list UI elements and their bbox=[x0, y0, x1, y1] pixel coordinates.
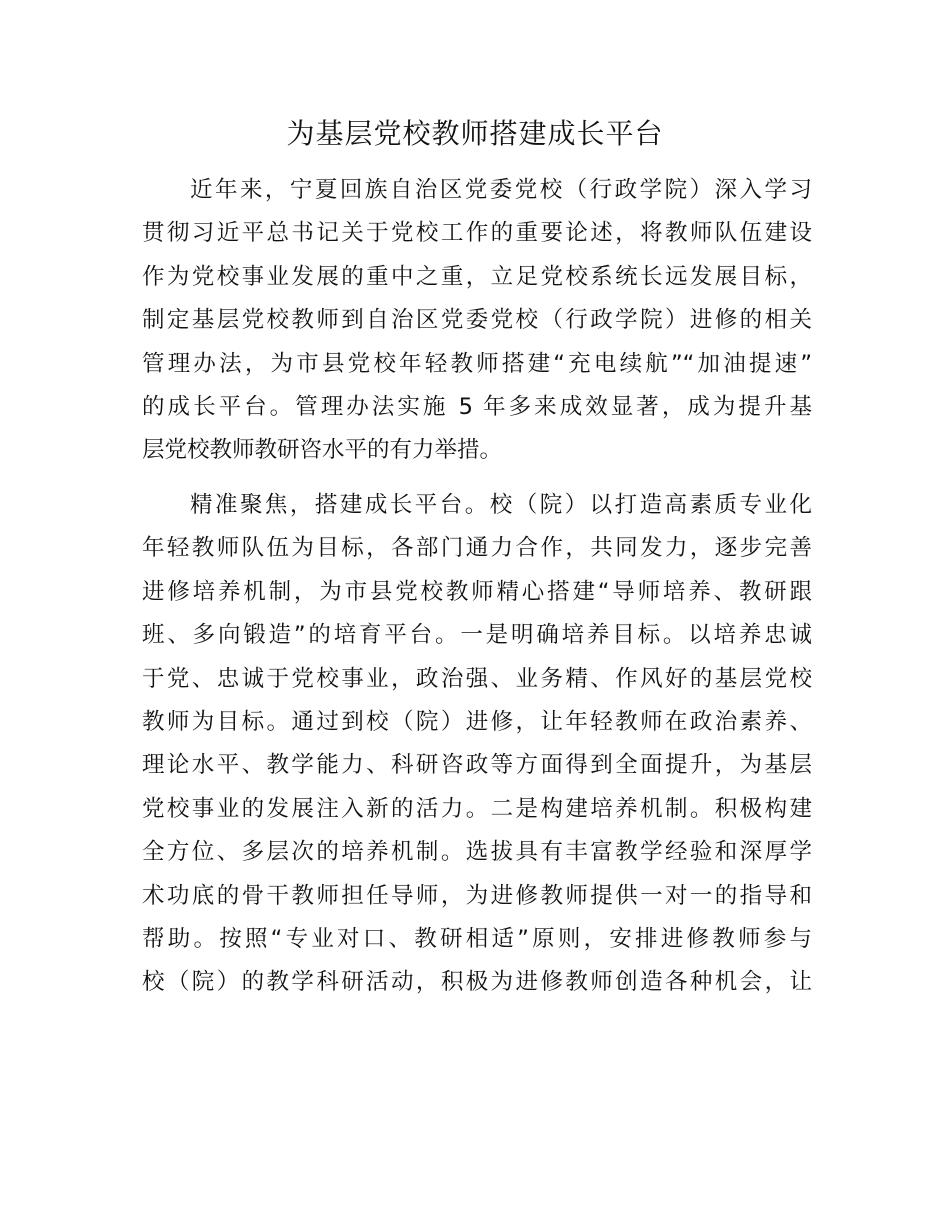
paragraph-line: 制定基层党校教师到自治区党委党校（行政学院）进修的相关 bbox=[142, 307, 812, 334]
paragraph-line: 贯彻习近平总书记关于党校工作的重要论述，将教师队伍建设 bbox=[142, 220, 812, 247]
paragraph-2 bbox=[142, 484, 812, 1005]
paragraph-line: 年轻教师队伍为目标，各部门通力合作，共同发力，逐步完善 bbox=[142, 535, 812, 562]
paragraph-line: 教师为目标。通过到校（院）进修，让年轻教师在政治素养、 bbox=[142, 709, 812, 736]
paragraph-line: 作为党校事业发展的重中之重，立足党校系统长远发展目标， bbox=[142, 263, 812, 290]
paragraph-line: 管理办法，为市县党校年轻教师搭建“充电续航”“加油提速” bbox=[142, 350, 812, 377]
paragraph-1 bbox=[142, 169, 812, 473]
paragraph-line: 的成长平台。管理办法实施 5 年多来成效显著，成为提升基 bbox=[142, 394, 812, 421]
paragraph-line: 党校事业的发展注入新的活力。二是构建培养机制。积极构建 bbox=[142, 795, 812, 822]
paragraph-line: 精准聚焦，搭建成长平台。校（院）以打造高素质专业化 bbox=[190, 492, 812, 518]
paragraph-line: 帮助。按照“专业对口、教研相适”原则，安排进修教师参与 bbox=[142, 926, 812, 953]
paragraph-line: 全方位、多层次的培养机制。选拔具有丰富教学经验和深厚学 bbox=[142, 839, 812, 866]
paragraph-line: 理论水平、教学能力、科研咨政等方面得到全面提升，为基层 bbox=[142, 752, 812, 779]
paragraph-line: 术功底的骨干教师担任导师，为进修教师提供一对一的指导和 bbox=[142, 882, 812, 909]
paragraph-line: 于党、忠诚于党校事业，政治强、业务精、作风好的基层党校 bbox=[142, 665, 812, 692]
paragraph-line: 校（院）的教学科研活动，积极为进修教师创造各种机会，让 bbox=[142, 969, 812, 996]
paragraph-line: 进修培养机制，为市县党校教师精心搭建“导师培养、教研跟 bbox=[142, 578, 812, 605]
paragraph-line: 班、多向锻造”的培育平台。一是明确培养目标。以培养忠诚 bbox=[142, 622, 812, 649]
paragraph-line: 近年来，宁夏回族自治区党委党校（行政学院）深入学习 bbox=[190, 177, 812, 203]
paragraph-line: 层党校教师教研咨水平的有力举措。 bbox=[142, 437, 503, 464]
document-title: 为基层党校教师搭建成长平台 bbox=[286, 117, 664, 150]
